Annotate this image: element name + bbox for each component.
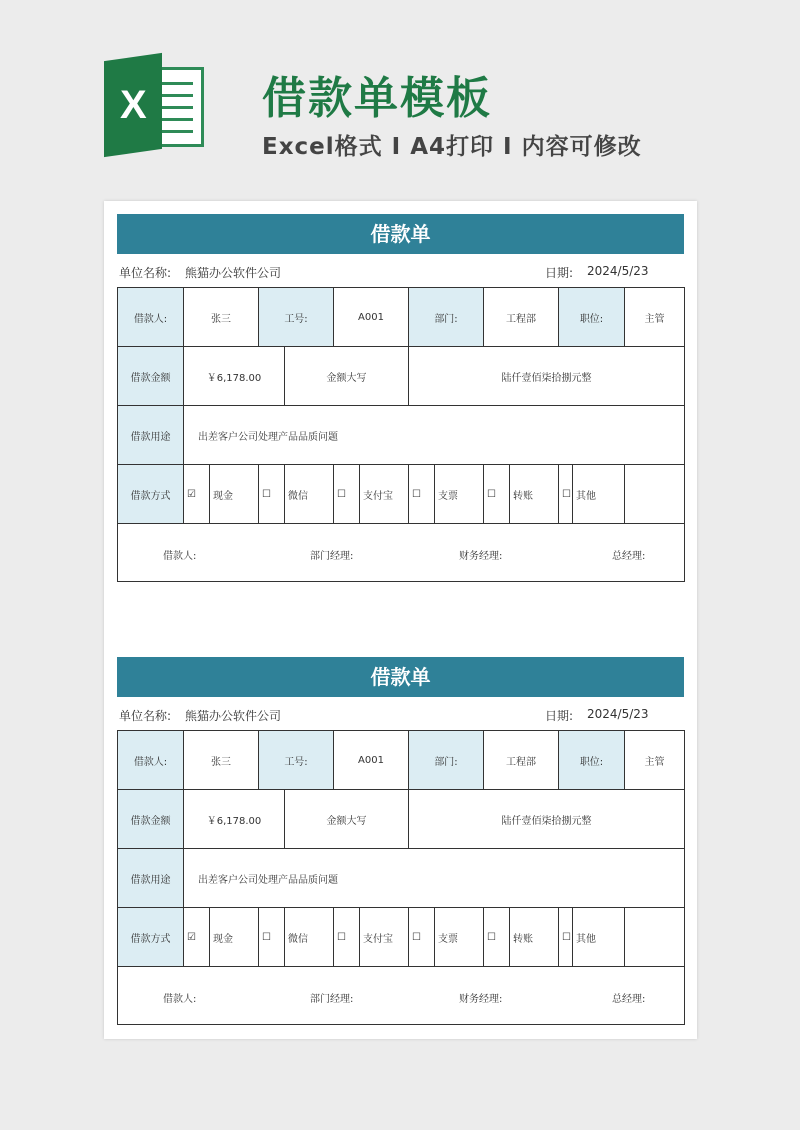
amount-label: 借款金额: [118, 347, 184, 406]
method-transfer-label: 转账: [510, 465, 559, 524]
dept-value[interactable]: 工程部: [484, 288, 559, 347]
position-label: 职位:: [559, 288, 625, 347]
table-row: [118, 524, 685, 582]
sign-borrower: 借款人:: [163, 994, 197, 1005]
method-other-label: 其他: [573, 908, 625, 967]
amount-value[interactable]: ￥6,178.00: [184, 347, 285, 406]
method-alipay-label: 支付宝: [360, 908, 409, 967]
checkbox-alipay[interactable]: ☐: [334, 465, 360, 524]
page-title: 借款单模板: [262, 73, 492, 124]
empno-value[interactable]: A001: [334, 288, 409, 347]
purpose-value[interactable]: 出差客户公司处理产品品质问题: [184, 406, 685, 465]
signature-row: [118, 524, 685, 582]
amount-upper-label: 金额大写: [285, 347, 409, 406]
table-row: [118, 288, 685, 347]
method-wechat-label: 微信: [285, 465, 334, 524]
sign-dept-manager: 部门经理:: [310, 994, 354, 1005]
date-value: 2024/5/23: [587, 707, 649, 721]
checkbox-cash[interactable]: ☑: [184, 465, 210, 524]
empno-label: 工号:: [259, 288, 334, 347]
loan-form-1: [117, 214, 684, 582]
method-wechat-label: 微信: [285, 908, 334, 967]
amount-upper-value[interactable]: 陆仟壹佰柒拾捌元整: [409, 790, 685, 849]
document-page: [104, 201, 697, 1039]
date-label: 日期:: [545, 266, 574, 280]
table-row: [118, 465, 685, 524]
loan-table: [117, 730, 685, 1025]
checkbox-transfer[interactable]: ☐: [484, 465, 510, 524]
method-transfer-label: 转账: [510, 908, 559, 967]
method-cash-label: 现金: [210, 908, 259, 967]
checkbox-cash[interactable]: ☑: [184, 908, 210, 967]
signature-row: [118, 967, 685, 1025]
form-meta-row: [117, 697, 684, 730]
excel-logo-icon: [104, 57, 204, 153]
unit-label: 单位名称:: [119, 266, 172, 280]
form-banner: 借款单: [117, 657, 684, 697]
table-row: [118, 347, 685, 406]
checkbox-cheque[interactable]: ☐: [409, 465, 435, 524]
method-blank-cell: [625, 908, 685, 967]
method-other-label: 其他: [573, 465, 625, 524]
date-label: 日期:: [545, 709, 574, 723]
template-header: [0, 0, 800, 190]
form-banner: 借款单: [117, 214, 684, 254]
checkbox-other[interactable]: ☐: [559, 465, 573, 524]
empno-value[interactable]: A001: [334, 731, 409, 790]
purpose-label: 借款用途: [118, 849, 184, 908]
dept-label: 部门:: [409, 731, 484, 790]
sign-finance-manager: 财务经理:: [459, 994, 503, 1005]
borrower-value[interactable]: 张三: [184, 731, 259, 790]
dept-label: 部门:: [409, 288, 484, 347]
method-label: 借款方式: [118, 465, 184, 524]
borrower-value[interactable]: 张三: [184, 288, 259, 347]
sign-general-manager: 总经理:: [612, 551, 646, 562]
table-row: [118, 849, 685, 908]
table-row: [118, 731, 685, 790]
unit-value: 熊猫办公软件公司: [185, 709, 282, 723]
dept-value[interactable]: 工程部: [484, 731, 559, 790]
sign-finance-manager: 财务经理:: [459, 551, 503, 562]
method-alipay-label: 支付宝: [360, 465, 409, 524]
page-subtitle: Excel格式 I A4打印 I 内容可修改: [262, 134, 642, 160]
amount-value[interactable]: ￥6,178.00: [184, 790, 285, 849]
checkbox-transfer[interactable]: ☐: [484, 908, 510, 967]
checkbox-cheque[interactable]: ☐: [409, 908, 435, 967]
position-value[interactable]: 主管: [625, 288, 685, 347]
purpose-label: 借款用途: [118, 406, 184, 465]
unit-label: 单位名称:: [119, 709, 172, 723]
checkbox-other[interactable]: ☐: [559, 908, 573, 967]
borrower-label: 借款人:: [118, 731, 184, 790]
table-row: [118, 908, 685, 967]
empno-label: 工号:: [259, 731, 334, 790]
table-row: [118, 967, 685, 1025]
amount-label: 借款金额: [118, 790, 184, 849]
method-cash-label: 现金: [210, 465, 259, 524]
position-label: 职位:: [559, 731, 625, 790]
sign-dept-manager: 部门经理:: [310, 551, 354, 562]
date-value: 2024/5/23: [587, 264, 649, 278]
borrower-label: 借款人:: [118, 288, 184, 347]
loan-form-2: [117, 657, 684, 1025]
method-cheque-label: 支票: [435, 465, 484, 524]
excel-logo-letter: X: [119, 82, 147, 127]
sign-general-manager: 总经理:: [612, 994, 646, 1005]
form-meta-row: [117, 254, 684, 287]
loan-table: [117, 287, 685, 582]
position-value[interactable]: 主管: [625, 731, 685, 790]
checkbox-wechat[interactable]: ☐: [259, 465, 285, 524]
unit-value: 熊猫办公软件公司: [185, 266, 282, 280]
table-row: [118, 406, 685, 465]
checkbox-wechat[interactable]: ☐: [259, 908, 285, 967]
purpose-value[interactable]: 出差客户公司处理产品品质问题: [184, 849, 685, 908]
method-label: 借款方式: [118, 908, 184, 967]
table-row: [118, 790, 685, 849]
checkbox-alipay[interactable]: ☐: [334, 908, 360, 967]
amount-upper-label: 金额大写: [285, 790, 409, 849]
method-blank-cell: [625, 465, 685, 524]
sign-borrower: 借款人:: [163, 551, 197, 562]
method-cheque-label: 支票: [435, 908, 484, 967]
amount-upper-value[interactable]: 陆仟壹佰柒拾捌元整: [409, 347, 685, 406]
